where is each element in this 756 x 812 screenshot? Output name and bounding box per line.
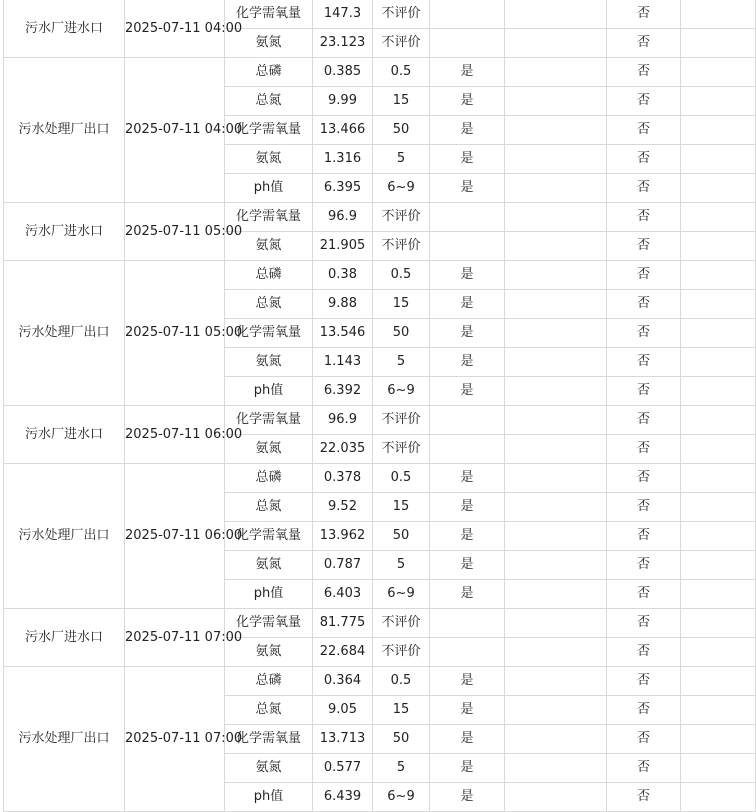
qualified-cell xyxy=(430,232,505,261)
empty-cell xyxy=(681,348,756,377)
qualified-cell: 是 xyxy=(430,58,505,87)
pollutant-item-cell: 化学需氧量 xyxy=(225,203,313,232)
exceed-cell: 否 xyxy=(607,522,681,551)
empty-cell xyxy=(681,551,756,580)
standard-limit-cell: 50 xyxy=(373,116,430,145)
exceed-cell: 否 xyxy=(607,29,681,58)
monitoring-time-cell: 2025-07-11 06:00 xyxy=(125,406,225,464)
qualified-cell xyxy=(430,406,505,435)
empty-cell xyxy=(505,667,607,696)
empty-cell xyxy=(681,0,756,29)
pollutant-item-cell: 氨氮 xyxy=(225,145,313,174)
standard-limit-cell: 0.5 xyxy=(373,261,430,290)
empty-cell xyxy=(681,754,756,783)
exceed-cell: 否 xyxy=(607,348,681,377)
qualified-cell: 是 xyxy=(430,493,505,522)
measured-value-cell: 6.403 xyxy=(313,580,373,609)
monitoring-time-cell: 2025-07-11 06:00 xyxy=(125,464,225,609)
exceed-cell: 否 xyxy=(607,116,681,145)
qualified-cell: 是 xyxy=(430,754,505,783)
monitoring-point-cell: 污水厂进水口 xyxy=(4,406,125,464)
empty-cell xyxy=(505,435,607,464)
measured-value-cell: 13.466 xyxy=(313,116,373,145)
empty-cell xyxy=(505,754,607,783)
pollutant-item-cell: 化学需氧量 xyxy=(225,609,313,638)
empty-cell xyxy=(681,232,756,261)
pollutant-item-cell: 化学需氧量 xyxy=(225,522,313,551)
monitoring-time-cell: 2025-07-11 07:00 xyxy=(125,609,225,667)
exceed-cell: 否 xyxy=(607,725,681,754)
empty-cell xyxy=(505,348,607,377)
exceed-cell: 否 xyxy=(607,754,681,783)
measured-value-cell: 22.035 xyxy=(313,435,373,464)
pollutant-item-cell: 氨氮 xyxy=(225,754,313,783)
empty-cell xyxy=(505,696,607,725)
empty-cell xyxy=(681,203,756,232)
empty-cell xyxy=(681,696,756,725)
empty-cell xyxy=(505,377,607,406)
empty-cell xyxy=(681,29,756,58)
standard-limit-cell: 5 xyxy=(373,145,430,174)
qualified-cell: 是 xyxy=(430,116,505,145)
standard-limit-cell: 6~9 xyxy=(373,174,430,203)
empty-cell xyxy=(505,58,607,87)
pollutant-item-cell: ph值 xyxy=(225,783,313,812)
qualified-cell: 是 xyxy=(430,696,505,725)
empty-cell xyxy=(681,522,756,551)
empty-cell xyxy=(681,667,756,696)
qualified-cell: 是 xyxy=(430,580,505,609)
qualified-cell: 是 xyxy=(430,551,505,580)
qualified-cell: 是 xyxy=(430,348,505,377)
empty-cell xyxy=(681,174,756,203)
empty-cell xyxy=(505,783,607,812)
empty-cell xyxy=(505,174,607,203)
measured-value-cell: 81.775 xyxy=(313,609,373,638)
exceed-cell: 否 xyxy=(607,783,681,812)
standard-limit-cell: 5 xyxy=(373,551,430,580)
standard-limit-cell: 5 xyxy=(373,348,430,377)
measured-value-cell: 9.05 xyxy=(313,696,373,725)
pollutant-item-cell: 总氮 xyxy=(225,493,313,522)
standard-limit-cell: 不评价 xyxy=(373,29,430,58)
monitoring-data-table xyxy=(3,0,756,812)
pollutant-item-cell: 氨氮 xyxy=(225,638,313,667)
qualified-cell xyxy=(430,609,505,638)
exceed-cell: 否 xyxy=(607,435,681,464)
empty-cell xyxy=(681,435,756,464)
standard-limit-cell: 15 xyxy=(373,696,430,725)
empty-cell xyxy=(505,609,607,638)
empty-cell xyxy=(681,290,756,319)
empty-cell xyxy=(505,522,607,551)
empty-cell xyxy=(681,116,756,145)
standard-limit-cell: 15 xyxy=(373,290,430,319)
empty-cell xyxy=(505,87,607,116)
standard-limit-cell: 不评价 xyxy=(373,203,430,232)
standard-limit-cell: 50 xyxy=(373,522,430,551)
measured-value-cell: 147.3 xyxy=(313,0,373,29)
measured-value-cell: 6.395 xyxy=(313,174,373,203)
empty-cell xyxy=(505,464,607,493)
measured-value-cell: 9.99 xyxy=(313,87,373,116)
empty-cell xyxy=(681,783,756,812)
empty-cell xyxy=(681,609,756,638)
standard-limit-cell: 不评价 xyxy=(373,638,430,667)
monitoring-time-cell: 2025-07-11 07:00 xyxy=(125,667,225,812)
monitoring-point-cell: 污水处理厂出口 xyxy=(4,464,125,609)
measured-value-cell: 13.546 xyxy=(313,319,373,348)
pollutant-item-cell: 氨氮 xyxy=(225,348,313,377)
qualified-cell: 是 xyxy=(430,522,505,551)
standard-limit-cell: 6~9 xyxy=(373,377,430,406)
exceed-cell: 否 xyxy=(607,493,681,522)
measured-value-cell: 1.316 xyxy=(313,145,373,174)
standard-limit-cell: 15 xyxy=(373,87,430,116)
empty-cell xyxy=(681,319,756,348)
table-row xyxy=(4,261,756,290)
measured-value-cell: 0.787 xyxy=(313,551,373,580)
standard-limit-cell: 50 xyxy=(373,319,430,348)
qualified-cell xyxy=(430,0,505,29)
exceed-cell: 否 xyxy=(607,203,681,232)
exceed-cell: 否 xyxy=(607,696,681,725)
measured-value-cell: 0.385 xyxy=(313,58,373,87)
table-row xyxy=(4,58,756,87)
measured-value-cell: 9.52 xyxy=(313,493,373,522)
standard-limit-cell: 0.5 xyxy=(373,464,430,493)
qualified-cell xyxy=(430,435,505,464)
empty-cell xyxy=(505,29,607,58)
exceed-cell: 否 xyxy=(607,58,681,87)
empty-cell xyxy=(681,725,756,754)
standard-limit-cell: 不评价 xyxy=(373,232,430,261)
standard-limit-cell: 不评价 xyxy=(373,0,430,29)
empty-cell xyxy=(505,319,607,348)
exceed-cell: 否 xyxy=(607,290,681,319)
qualified-cell xyxy=(430,638,505,667)
empty-cell xyxy=(505,406,607,435)
standard-limit-cell: 15 xyxy=(373,493,430,522)
empty-cell xyxy=(681,58,756,87)
qualified-cell: 是 xyxy=(430,87,505,116)
qualified-cell: 是 xyxy=(430,145,505,174)
monitoring-point-cell: 污水处理厂出口 xyxy=(4,667,125,812)
pollutant-item-cell: 总氮 xyxy=(225,290,313,319)
standard-limit-cell: 6~9 xyxy=(373,580,430,609)
qualified-cell: 是 xyxy=(430,783,505,812)
measured-value-cell: 6.392 xyxy=(313,377,373,406)
pollutant-item-cell: 总氮 xyxy=(225,87,313,116)
measured-value-cell: 96.9 xyxy=(313,406,373,435)
monitoring-point-cell: 污水处理厂出口 xyxy=(4,261,125,406)
measured-value-cell: 0.378 xyxy=(313,464,373,493)
measured-value-cell: 13.713 xyxy=(313,725,373,754)
monitoring-time-cell: 2025-07-11 05:00 xyxy=(125,203,225,261)
standard-limit-cell: 0.5 xyxy=(373,667,430,696)
empty-cell xyxy=(681,464,756,493)
monitoring-point-cell: 污水处理厂出口 xyxy=(4,58,125,203)
exceed-cell: 否 xyxy=(607,145,681,174)
measured-value-cell: 96.9 xyxy=(313,203,373,232)
exceed-cell: 否 xyxy=(607,261,681,290)
qualified-cell: 是 xyxy=(430,377,505,406)
exceed-cell: 否 xyxy=(607,174,681,203)
empty-cell xyxy=(681,580,756,609)
exceed-cell: 否 xyxy=(607,406,681,435)
table-row xyxy=(4,0,756,29)
qualified-cell: 是 xyxy=(430,261,505,290)
measured-value-cell: 0.38 xyxy=(313,261,373,290)
table-row xyxy=(4,667,756,696)
pollutant-item-cell: ph值 xyxy=(225,174,313,203)
monitoring-time-cell: 2025-07-11 04:00 xyxy=(125,58,225,203)
standard-limit-cell: 0.5 xyxy=(373,58,430,87)
standard-limit-cell: 50 xyxy=(373,725,430,754)
table-row xyxy=(4,609,756,638)
measured-value-cell: 0.364 xyxy=(313,667,373,696)
standard-limit-cell: 不评价 xyxy=(373,609,430,638)
table-row xyxy=(4,406,756,435)
empty-cell xyxy=(681,145,756,174)
empty-cell xyxy=(681,493,756,522)
pollutant-item-cell: 总磷 xyxy=(225,464,313,493)
pollutant-item-cell: 化学需氧量 xyxy=(225,0,313,29)
exceed-cell: 否 xyxy=(607,638,681,667)
qualified-cell: 是 xyxy=(430,174,505,203)
empty-cell xyxy=(505,261,607,290)
exceed-cell: 否 xyxy=(607,551,681,580)
measured-value-cell: 22.684 xyxy=(313,638,373,667)
monitoring-point-cell: 污水厂进水口 xyxy=(4,203,125,261)
qualified-cell: 是 xyxy=(430,290,505,319)
standard-limit-cell: 不评价 xyxy=(373,406,430,435)
standard-limit-cell: 6~9 xyxy=(373,783,430,812)
empty-cell xyxy=(505,203,607,232)
empty-cell xyxy=(505,580,607,609)
monitoring-point-cell: 污水厂进水口 xyxy=(4,609,125,667)
table-body xyxy=(4,0,756,812)
pollutant-item-cell: ph值 xyxy=(225,377,313,406)
empty-cell xyxy=(681,261,756,290)
pollutant-item-cell: 氨氮 xyxy=(225,435,313,464)
exceed-cell: 否 xyxy=(607,377,681,406)
measured-value-cell: 13.962 xyxy=(313,522,373,551)
monitoring-point-cell: 污水厂进水口 xyxy=(4,0,125,58)
exceed-cell: 否 xyxy=(607,667,681,696)
pollutant-item-cell: 化学需氧量 xyxy=(225,725,313,754)
pollutant-item-cell: 氨氮 xyxy=(225,29,313,58)
qualified-cell xyxy=(430,203,505,232)
measured-value-cell: 21.905 xyxy=(313,232,373,261)
exceed-cell: 否 xyxy=(607,0,681,29)
pollutant-item-cell: 化学需氧量 xyxy=(225,406,313,435)
empty-cell xyxy=(505,116,607,145)
empty-cell xyxy=(505,638,607,667)
empty-cell xyxy=(505,725,607,754)
empty-cell xyxy=(681,377,756,406)
measured-value-cell: 9.88 xyxy=(313,290,373,319)
empty-cell xyxy=(505,145,607,174)
standard-limit-cell: 5 xyxy=(373,754,430,783)
standard-limit-cell: 不评价 xyxy=(373,435,430,464)
pollutant-item-cell: 总磷 xyxy=(225,58,313,87)
empty-cell xyxy=(505,0,607,29)
pollutant-item-cell: 总氮 xyxy=(225,696,313,725)
pollutant-item-cell: 化学需氧量 xyxy=(225,116,313,145)
empty-cell xyxy=(681,638,756,667)
pollutant-item-cell: 化学需氧量 xyxy=(225,319,313,348)
exceed-cell: 否 xyxy=(607,464,681,493)
exceed-cell: 否 xyxy=(607,87,681,116)
empty-cell xyxy=(681,406,756,435)
pollutant-item-cell: 总磷 xyxy=(225,261,313,290)
qualified-cell: 是 xyxy=(430,667,505,696)
pollutant-item-cell: 氨氮 xyxy=(225,551,313,580)
monitoring-time-cell: 2025-07-11 05:00 xyxy=(125,261,225,406)
qualified-cell xyxy=(430,29,505,58)
measured-value-cell: 0.577 xyxy=(313,754,373,783)
empty-cell xyxy=(505,493,607,522)
empty-cell xyxy=(505,232,607,261)
empty-cell xyxy=(681,87,756,116)
measured-value-cell: 1.143 xyxy=(313,348,373,377)
qualified-cell: 是 xyxy=(430,319,505,348)
monitoring-time-cell: 2025-07-11 04:00 xyxy=(125,0,225,58)
qualified-cell: 是 xyxy=(430,725,505,754)
empty-cell xyxy=(505,290,607,319)
exceed-cell: 否 xyxy=(607,319,681,348)
measured-value-cell: 23.123 xyxy=(313,29,373,58)
measured-value-cell: 6.439 xyxy=(313,783,373,812)
table-row xyxy=(4,203,756,232)
pollutant-item-cell: ph值 xyxy=(225,580,313,609)
table-row xyxy=(4,464,756,493)
exceed-cell: 否 xyxy=(607,609,681,638)
qualified-cell: 是 xyxy=(430,464,505,493)
exceed-cell: 否 xyxy=(607,580,681,609)
pollutant-item-cell: 氨氮 xyxy=(225,232,313,261)
pollutant-item-cell: 总磷 xyxy=(225,667,313,696)
exceed-cell: 否 xyxy=(607,232,681,261)
empty-cell xyxy=(505,551,607,580)
